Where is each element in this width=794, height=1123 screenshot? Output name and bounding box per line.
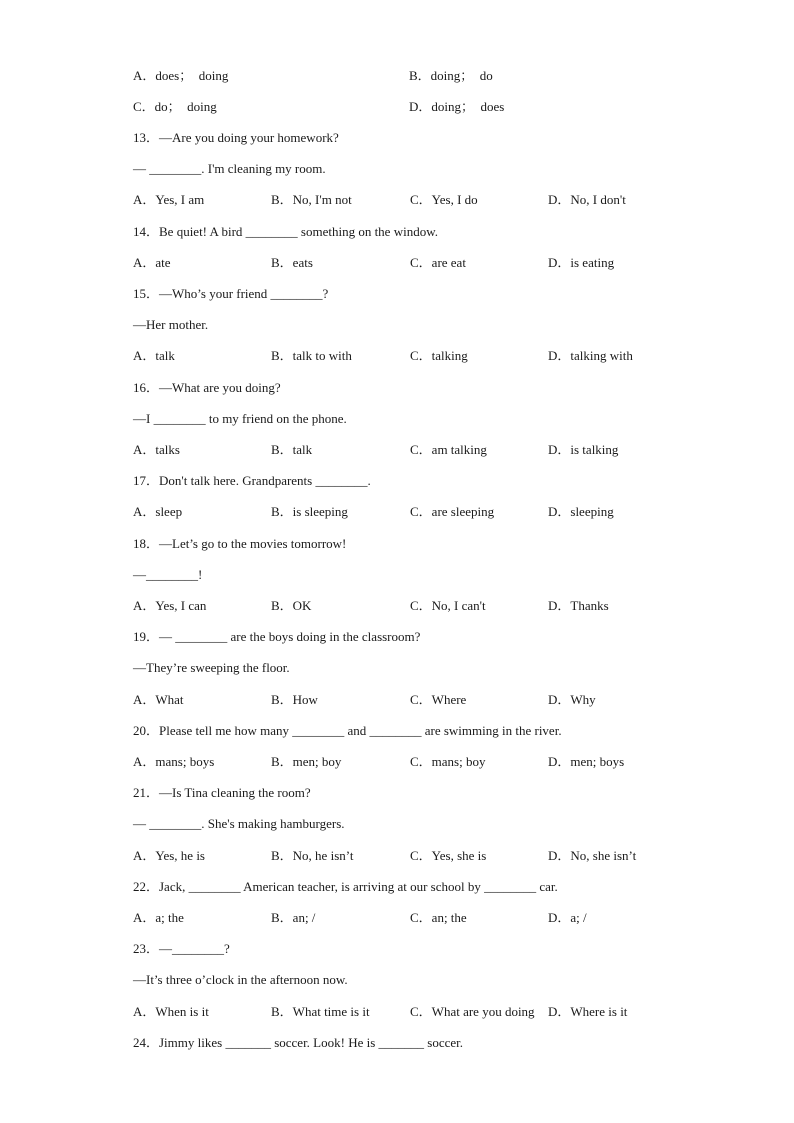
q14-option-b[interactable]: B．eats: [271, 255, 313, 270]
q21-reply: — ________. She's making hamburgers.: [133, 816, 345, 831]
q13-reply: — ________. I'm cleaning my room.: [133, 161, 326, 176]
q16-option-b[interactable]: B．talk: [271, 442, 313, 457]
q14-option-c[interactable]: C．are eat: [410, 255, 466, 270]
q15-reply: —Her mother.: [133, 317, 209, 332]
q16-reply: —I ________ to my friend on the phone.: [133, 411, 347, 426]
q20-option-a[interactable]: A．mans; boys: [133, 754, 215, 769]
q16-stem: 16．—What are you doing?: [133, 380, 281, 395]
q12-option-d[interactable]: D．doing； does: [409, 99, 505, 114]
q13-option-d[interactable]: D．No, I don't: [548, 192, 626, 207]
q19-reply: —They’re sweeping the floor.: [133, 660, 290, 675]
q12-option-a[interactable]: A．does； doing: [133, 68, 229, 83]
q19-option-b[interactable]: B．How: [271, 692, 318, 707]
q19-option-c[interactable]: C．Where: [410, 692, 467, 707]
q12-option-c[interactable]: C．do； doing: [133, 99, 217, 114]
q21-option-a[interactable]: A．Yes, he is: [133, 848, 205, 863]
q21-option-b[interactable]: B．No, he isn’t: [271, 848, 354, 863]
q15-option-b[interactable]: B．talk to with: [271, 348, 352, 363]
q16-option-c[interactable]: C．am talking: [410, 442, 487, 457]
q13-stem: 13．—Are you doing your homework?: [133, 130, 339, 145]
q21-stem: 21．—Is Tina cleaning the room?: [133, 785, 311, 800]
q15-stem: 15．—Who’s your friend ________?: [133, 286, 329, 301]
q14-option-d[interactable]: D．is eating: [548, 255, 615, 270]
q21-option-d[interactable]: D．No, she isn’t: [548, 848, 637, 863]
q24-stem: 24．Jimmy likes _______ soccer. Look! He is _______ soccer.: [133, 1035, 464, 1050]
q18-option-a[interactable]: A．Yes, I can: [133, 598, 207, 613]
q19-stem: 19．— ________ are the boys doing in the classroom?: [133, 629, 421, 644]
q17-option-d[interactable]: D．sleeping: [548, 504, 614, 519]
q14-stem: 14．Be quiet! A bird ________ something on the window.: [133, 224, 438, 239]
q15-option-c[interactable]: C．talking: [410, 348, 468, 363]
q18-stem: 18．—Let’s go to the movies tomorrow!: [133, 536, 347, 551]
q22-option-a[interactable]: A．a; the: [133, 910, 184, 925]
q18-option-c[interactable]: C．No, I can't: [410, 598, 486, 613]
q22-option-d[interactable]: D．a; /: [548, 910, 587, 925]
q13-option-c[interactable]: C．Yes, I do: [410, 192, 478, 207]
q21-option-c[interactable]: C．Yes, she is: [410, 848, 487, 863]
q20-option-b[interactable]: B．men; boy: [271, 754, 342, 769]
q20-option-d[interactable]: D．men; boys: [548, 754, 625, 769]
q15-option-a[interactable]: A．talk: [133, 348, 175, 363]
q23-stem: 23．—________?: [133, 941, 230, 956]
q23-option-b[interactable]: B．What time is it: [271, 1004, 370, 1019]
q15-option-d[interactable]: D．talking with: [548, 348, 633, 363]
q23-reply: —It’s three o’clock in the afternoon now.: [133, 972, 348, 987]
q23-option-d[interactable]: D．Where is it: [548, 1004, 628, 1019]
q23-option-a[interactable]: A．When is it: [133, 1004, 209, 1019]
q22-option-b[interactable]: B．an; /: [271, 910, 316, 925]
q13-option-a[interactable]: A．Yes, I am: [133, 192, 205, 207]
q20-option-c[interactable]: C．mans; boy: [410, 754, 486, 769]
q17-option-b[interactable]: B．is sleeping: [271, 504, 348, 519]
q19-option-d[interactable]: D．Why: [548, 692, 596, 707]
q18-reply: —________!: [133, 567, 203, 582]
q18-option-d[interactable]: D．Thanks: [548, 598, 609, 613]
q17-option-a[interactable]: A．sleep: [133, 504, 183, 519]
q16-option-d[interactable]: D．is talking: [548, 442, 619, 457]
q20-stem: 20．Please tell me how many ________ and ________ are swimming in the river.: [133, 723, 562, 738]
q22-option-c[interactable]: C．an; the: [410, 910, 467, 925]
q23-option-c[interactable]: C．What are you doing: [410, 1004, 535, 1019]
q16-option-a[interactable]: A．talks: [133, 442, 180, 457]
q17-option-c[interactable]: C．are sleeping: [410, 504, 495, 519]
q19-option-a[interactable]: A．What: [133, 692, 184, 707]
q22-stem: 22．Jack, ________ American teacher, is arriving at our school by ________ car.: [133, 879, 558, 894]
q12-option-b[interactable]: B．doing； do: [409, 68, 493, 83]
q14-option-a[interactable]: A．ate: [133, 255, 171, 270]
q17-stem: 17．Don't talk here. Grandparents ________.: [133, 473, 371, 488]
q18-option-b[interactable]: B．OK: [271, 598, 312, 613]
q13-option-b[interactable]: B．No, I'm not: [271, 192, 352, 207]
